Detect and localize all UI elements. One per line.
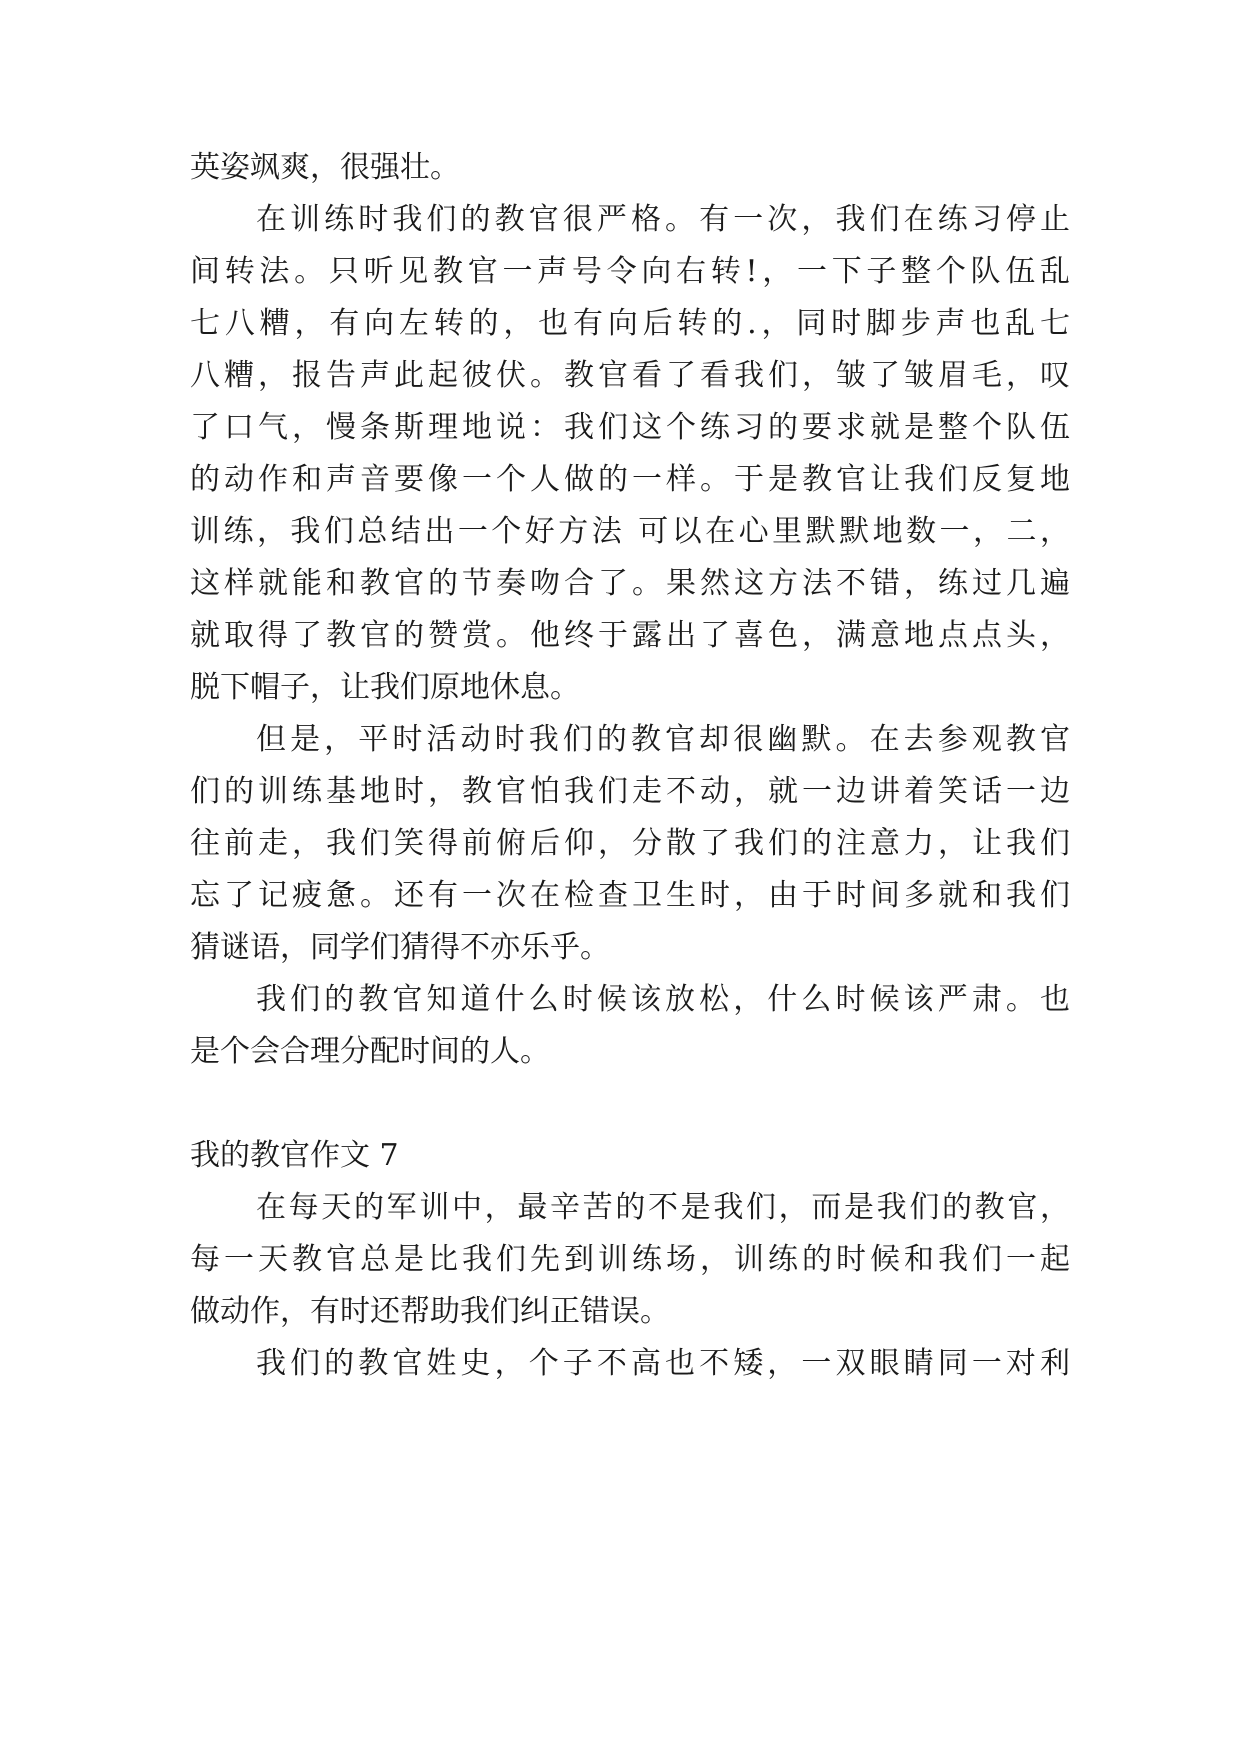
paragraph-line: 脱下帽子，让我们原地休息。 [190, 670, 580, 705]
paragraph-line: 做动作，有时还帮助我们纠正错误。 [190, 1294, 670, 1329]
paragraph-line: 间转法。只听见教官一声号令向右转!，一下子整个队伍乱 [190, 254, 1070, 289]
paragraph-line: 在训练时我们的教官很严格。有一次，我们在练习停止 [256, 202, 1070, 237]
paragraph-line: 英姿飒爽，很强壮。 [190, 150, 460, 185]
paragraph-line: 是个会合理分配时间的人。 [190, 1034, 550, 1069]
paragraph-line: 七八糟，有向左转的，也有向后转的.，同时脚步声也乱七 [190, 306, 1070, 341]
section-heading: 我的教官作文 7 [190, 1138, 399, 1173]
paragraph-line: 就取得了教官的赞赏。他终于露出了喜色，满意地点点头， [190, 618, 1070, 653]
paragraph-line: 猜谜语，同学们猜得不亦乐乎。 [190, 930, 610, 965]
paragraph-line: 忘了记疲惫。还有一次在检查卫生时，由于时间多就和我们 [190, 878, 1070, 913]
paragraph-line: 们的训练基地时，教官怕我们走不动，就一边讲着笑话一边 [190, 774, 1070, 809]
paragraph-line: 我们的教官知道什么时候该放松，什么时候该严肃。也 [256, 982, 1070, 1017]
paragraph-line: 我们的教官姓史，个子不高也不矮，一双眼睛同一对利 [256, 1346, 1070, 1381]
paragraph-line: 往前走，我们笑得前俯后仰，分散了我们的注意力，让我们 [190, 826, 1070, 861]
paragraph-line: 的动作和声音要像一个人做的一样。于是教官让我们反复地 [190, 462, 1070, 497]
paragraph-line: 在每天的军训中，最辛苦的不是我们，而是我们的教官， [256, 1190, 1070, 1225]
paragraph-line: 这样就能和教官的节奏吻合了。果然这方法不错，练过几遍 [190, 566, 1070, 601]
paragraph-line: 但是，平时活动时我们的教官却很幽默。在去参观教官 [256, 722, 1070, 757]
paragraph-line: 每一天教官总是比我们先到训练场，训练的时候和我们一起 [190, 1242, 1070, 1277]
paragraph-line: 了口气，慢条斯理地说：我们这个练习的要求就是整个队伍 [190, 410, 1070, 445]
paragraph-line: 训练，我们总结出一个好方法 可以在心里默默地数一，二， [190, 514, 1070, 549]
paragraph-line: 八糟，报告声此起彼伏。教官看了看我们，皱了皱眉毛，叹 [190, 358, 1070, 393]
